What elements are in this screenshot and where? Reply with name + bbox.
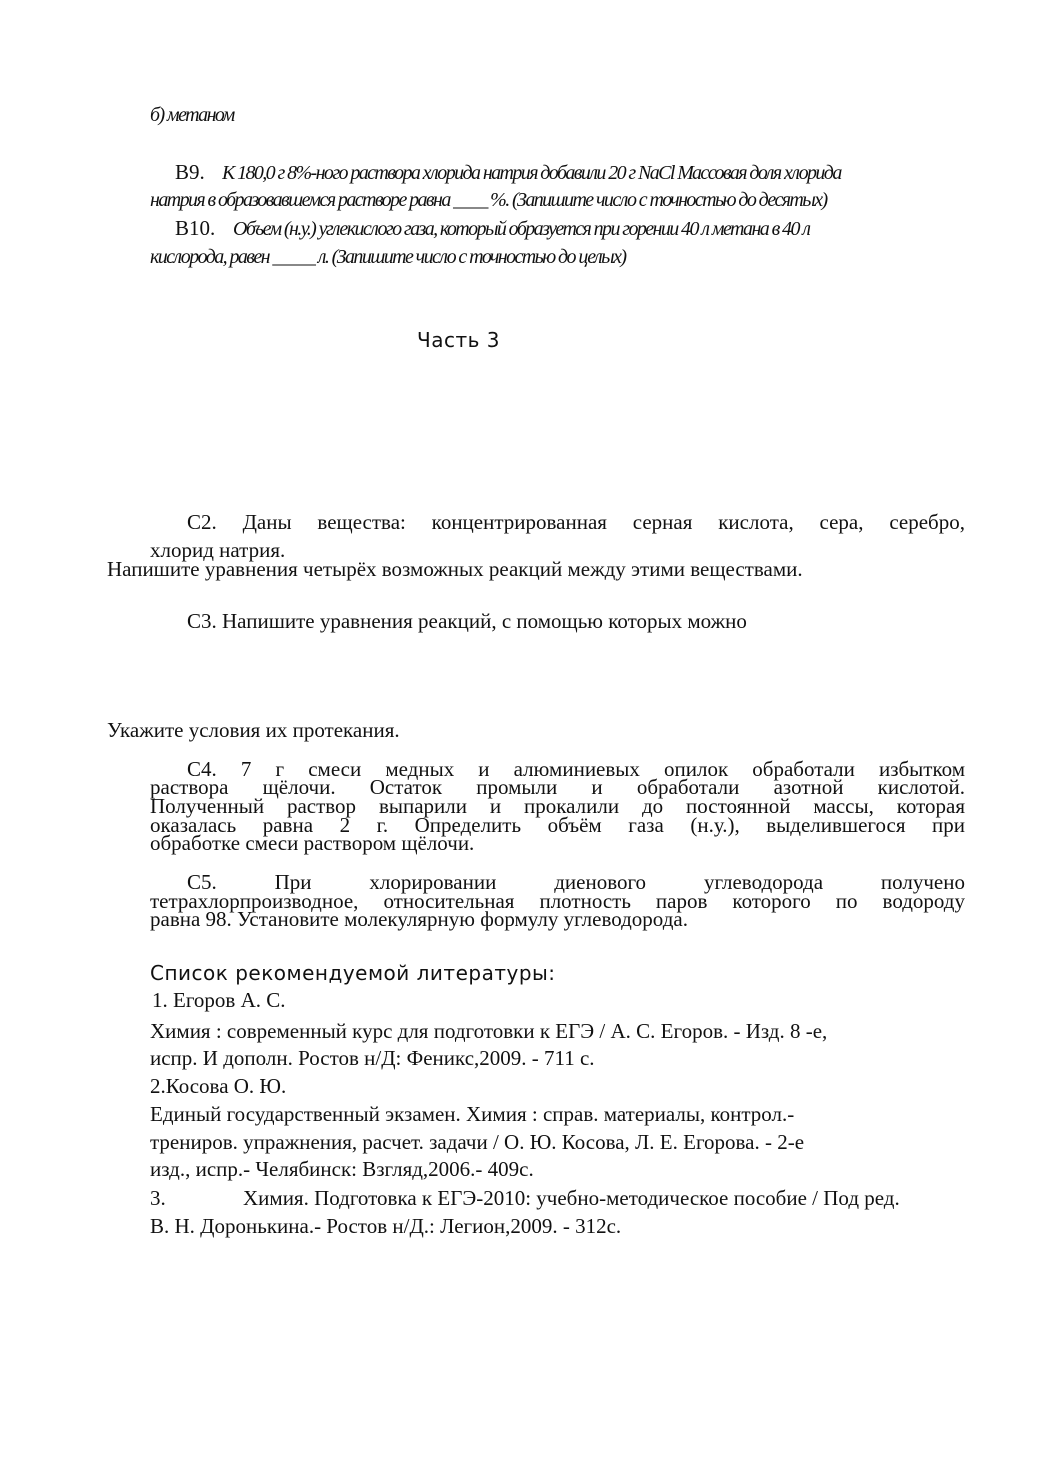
literature-item2-line2: трениров. упражнения, расчет. задачи / О. Ю. Косова, Л. Е. Егорова. - 2-е <box>150 1130 805 1154</box>
c5-line2: тетрахлорпроизводное, относительная плотность паров которого по водороду <box>150 889 965 913</box>
c2-line2: хлорид натрия. <box>150 538 286 562</box>
b9-text-line1: К 180,0 г 8%-ного раствора хлорида натрия добавили 20 г NaCl Массовая доля хлорида <box>222 162 841 184</box>
c5-line3: равна 98. Установите молекулярную формулу углеводорода. <box>150 907 688 931</box>
literature-item2-line3: изд., испр.- Челябинск: Взгляд,2006.- 409с. <box>150 1157 534 1181</box>
b10-number: В10. <box>175 216 216 240</box>
c5-line1: С5. При хлорировании диенового углеводорода получено <box>187 870 965 894</box>
b10-text-line2: кислорода, равен _____ л. (Запишите число с точностью до целых) <box>150 246 626 268</box>
literature-item1-head: 1. Егоров А. С. <box>152 988 286 1012</box>
b9-text-line2: натрия в образовавшемся растворе равна ____ %. (Запишите число с точностью до десятых) <box>150 189 827 211</box>
c4-line1: С4. 7 г смеси медных и алюминиевых опилок обработали избытком <box>187 757 965 781</box>
literature-item2-line1: Единый государственный экзамен. Химия : справ. материалы, контрол.- <box>150 1102 795 1126</box>
literature-item3-number: 3. <box>150 1186 166 1210</box>
c4-line3: Полученный раствор выпарили и прокалили до постоянной массы, которая <box>150 794 965 818</box>
c3-line1: С3. Напишите уравнения реакций, с помощью которых можно <box>187 609 747 633</box>
c2-line3: Напишите уравнения четырёх возможных реакций между этими веществами. <box>107 557 803 581</box>
literature-item3-line2: В. Н. Доронькина.- Ростов н/Д.: Легион,2009. - 312с. <box>150 1214 622 1238</box>
c4-line4: оказалась равна 2 г. Определить объём газа (н.у.), выделившегося при <box>150 813 965 837</box>
c3-line2: Укажите условия их протекания. <box>107 718 400 742</box>
literature-item1-line2: испр. И дополн. Ростов н/Д: Феникс,2009. - 711 с. <box>150 1046 595 1070</box>
literature-item2-head: 2.Косова О. Ю. <box>150 1074 287 1098</box>
literature-heading: Список рекомендуемой литературы: <box>150 961 556 985</box>
part-heading: Часть 3 <box>417 328 500 352</box>
b10-text-line1: Объем (н.у.) углекислого газа, который образуется при горении 40 л метана в 40 л <box>233 218 810 240</box>
b9-number: В9. <box>175 160 205 184</box>
prev-answer-option: б) метаном <box>150 104 234 126</box>
literature-item3-line1: Химия. Подготовка к ЕГЭ-2010: учебно-методическое пособие / Под ред. <box>243 1186 900 1210</box>
c4-line2: раствора щёлочи. Остаток промыли и обработали азотной кислотой. <box>150 775 965 799</box>
literature-item1-line1: Химия : современный курс для подготовки к ЕГЭ / А. С. Егоров. - Изд. 8 -е, <box>150 1019 828 1043</box>
c4-line5: обработке смеси раствором щёлочи. <box>150 831 475 855</box>
c2-line1: С2. Даны вещества: концентрированная серная кислота, сера, серебро, <box>187 510 965 534</box>
